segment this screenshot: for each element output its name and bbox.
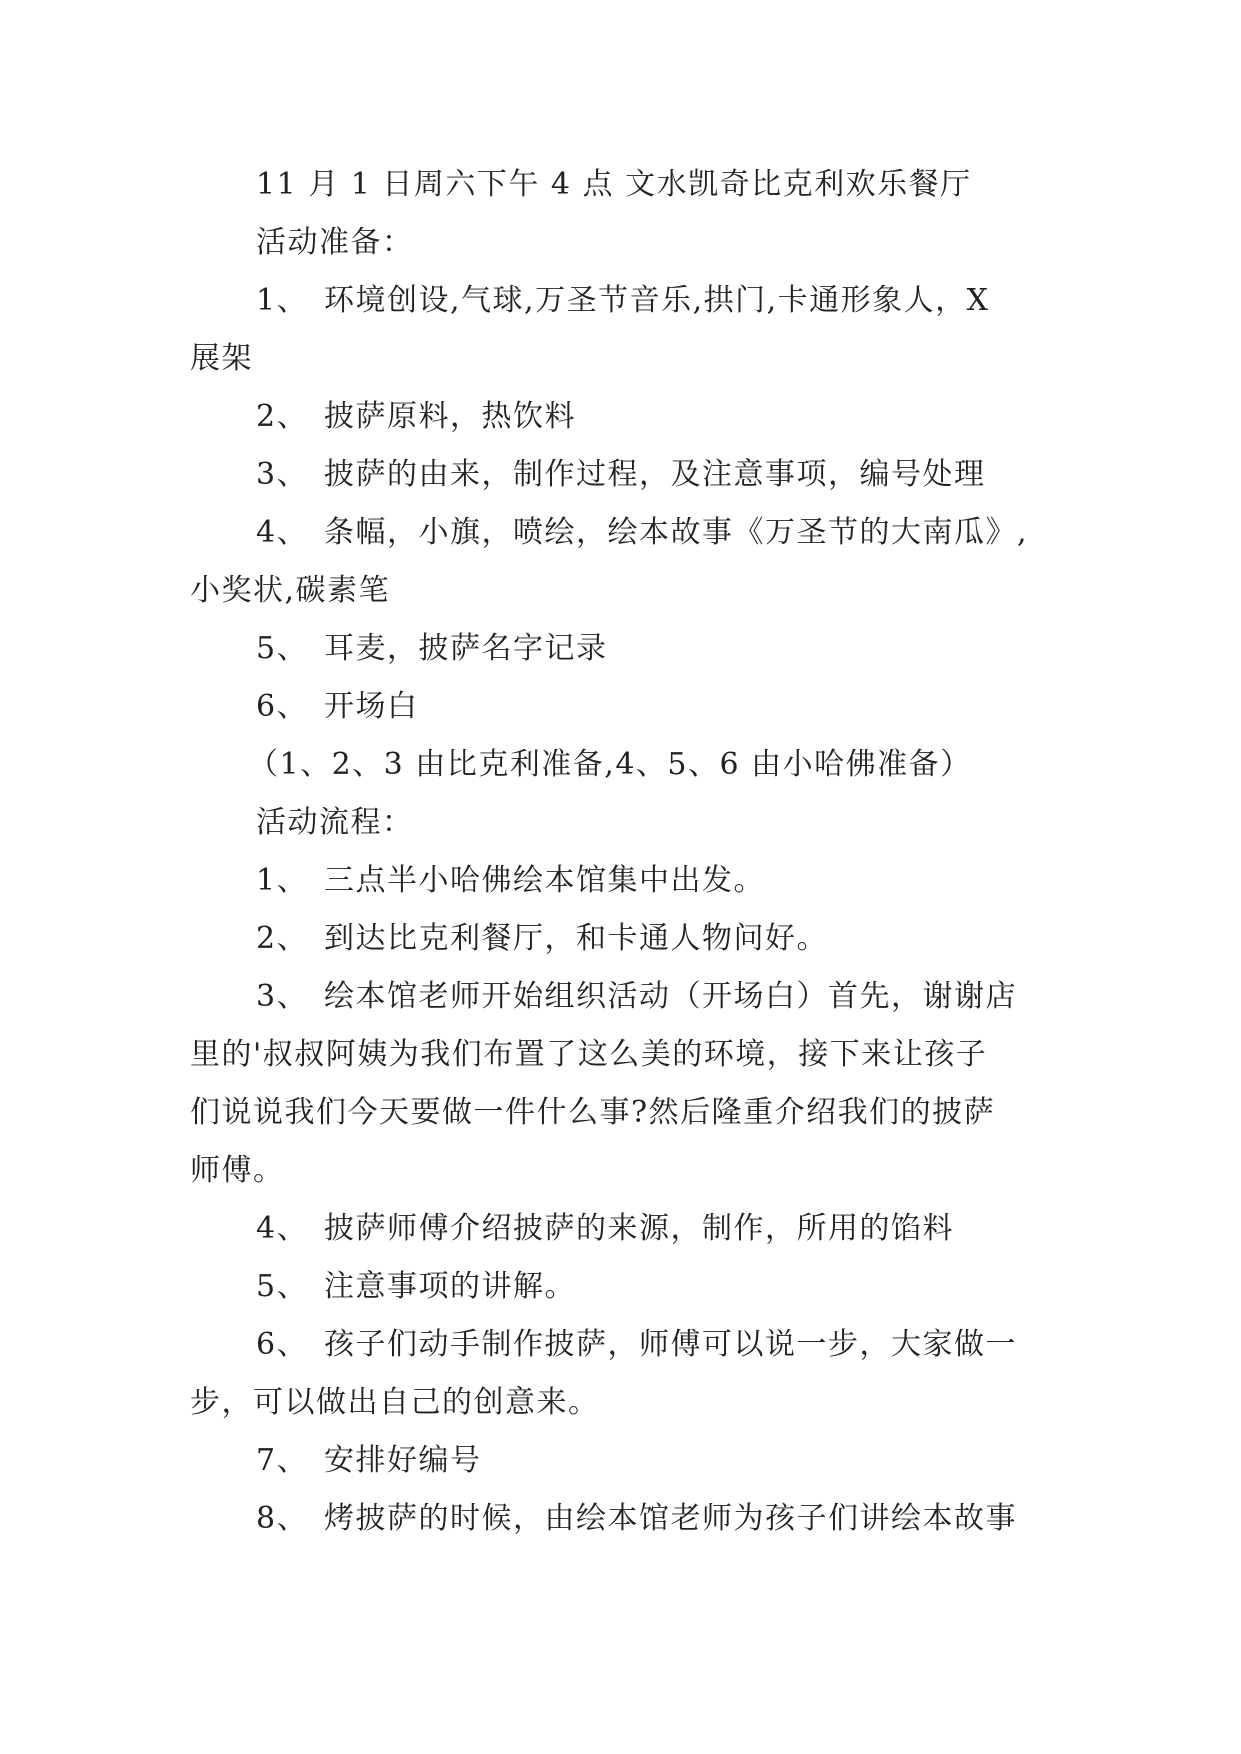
flow-item-3-continued-3: 师傅。 (190, 1153, 285, 1188)
item-text: 披萨的由来，制作过程，及注意事项，编号处理 (324, 457, 986, 492)
item-number: 8、 (256, 1501, 309, 1536)
item-number: 4、 (256, 515, 309, 550)
item-text: 安排好编号 (324, 1443, 482, 1478)
item-number: 4、 (256, 1211, 309, 1246)
flow-item-1 (256, 861, 765, 901)
item-number: 1、 (256, 283, 309, 318)
prep-item-1 (256, 281, 990, 321)
flow-item-6 (256, 1325, 1017, 1365)
item-text: 开场白 (324, 689, 419, 724)
flow-item-7 (256, 1441, 482, 1481)
prep-item-6 (256, 687, 419, 727)
flow-item-5 (256, 1267, 576, 1307)
item-number: 6、 (256, 1327, 309, 1362)
item-text: 到达比克利餐厅，和卡通人物问好。 (324, 921, 828, 956)
prep-heading: 活动准备： (256, 225, 414, 260)
prep-item-2 (256, 397, 576, 437)
flow-item-3 (256, 977, 1017, 1017)
item-number: 7、 (256, 1443, 309, 1478)
item-number: 5、 (256, 1269, 309, 1304)
item-number: 5、 (256, 631, 309, 666)
item-text: 绘本馆老师开始组织活动（开场白）首先，谢谢店 (324, 979, 1017, 1014)
prep-item-3 (256, 455, 986, 495)
prep-note: （1、2、3 由比克利准备,4、5、6 由小哈佛准备） (248, 747, 972, 782)
flow-item-4 (256, 1209, 954, 1249)
item-number: 2、 (256, 921, 309, 956)
item-text: 披萨原料，热饮料 (324, 399, 576, 434)
item-number: 1、 (256, 863, 309, 898)
flow-item-2 (256, 919, 828, 959)
item-text: 注意事项的讲解。 (324, 1269, 576, 1304)
event-time-location: 11 月 1 日周六下午 4 点 文水凯奇比克利欢乐餐厅 (256, 167, 972, 202)
prep-item-4 (256, 513, 1028, 553)
prep-item-1-continued: 展架 (190, 341, 253, 376)
item-number: 3、 (256, 457, 309, 492)
flow-item-8 (256, 1499, 1017, 1539)
item-text: 烤披萨的时候，由绘本馆老师为孩子们讲绘本故事 (324, 1501, 1017, 1536)
flow-item-6-continued: 步，可以做出自己的创意来。 (190, 1385, 600, 1420)
flow-item-3-continued-2: 们说说我们今天要做一件什么事?然后隆重介绍我们的披萨 (190, 1095, 996, 1130)
item-number: 2、 (256, 399, 309, 434)
prep-item-4-continued: 小奖状,碳素笔 (190, 573, 391, 608)
flow-heading: 活动流程： (256, 805, 414, 840)
flow-item-3-continued-1: 里的'叔叔阿姨为我们布置了这么美的环境，接下来让孩子 (190, 1037, 988, 1072)
item-number: 6、 (256, 689, 309, 724)
item-text: 耳麦，披萨名字记录 (324, 631, 608, 666)
item-text: 三点半小哈佛绘本馆集中出发。 (324, 863, 765, 898)
item-text: 条幅，小旗，喷绘，绘本故事《万圣节的大南瓜》, (324, 515, 1029, 550)
prep-item-5 (256, 629, 608, 669)
item-text: 环境创设,气球,万圣节音乐,拱门,卡通形象人，X (324, 283, 990, 318)
item-text: 披萨师傅介绍披萨的来源，制作，所用的馅料 (324, 1211, 954, 1246)
item-text: 孩子们动手制作披萨，师傅可以说一步，大家做一 (324, 1327, 1017, 1362)
item-number: 3、 (256, 979, 309, 1014)
